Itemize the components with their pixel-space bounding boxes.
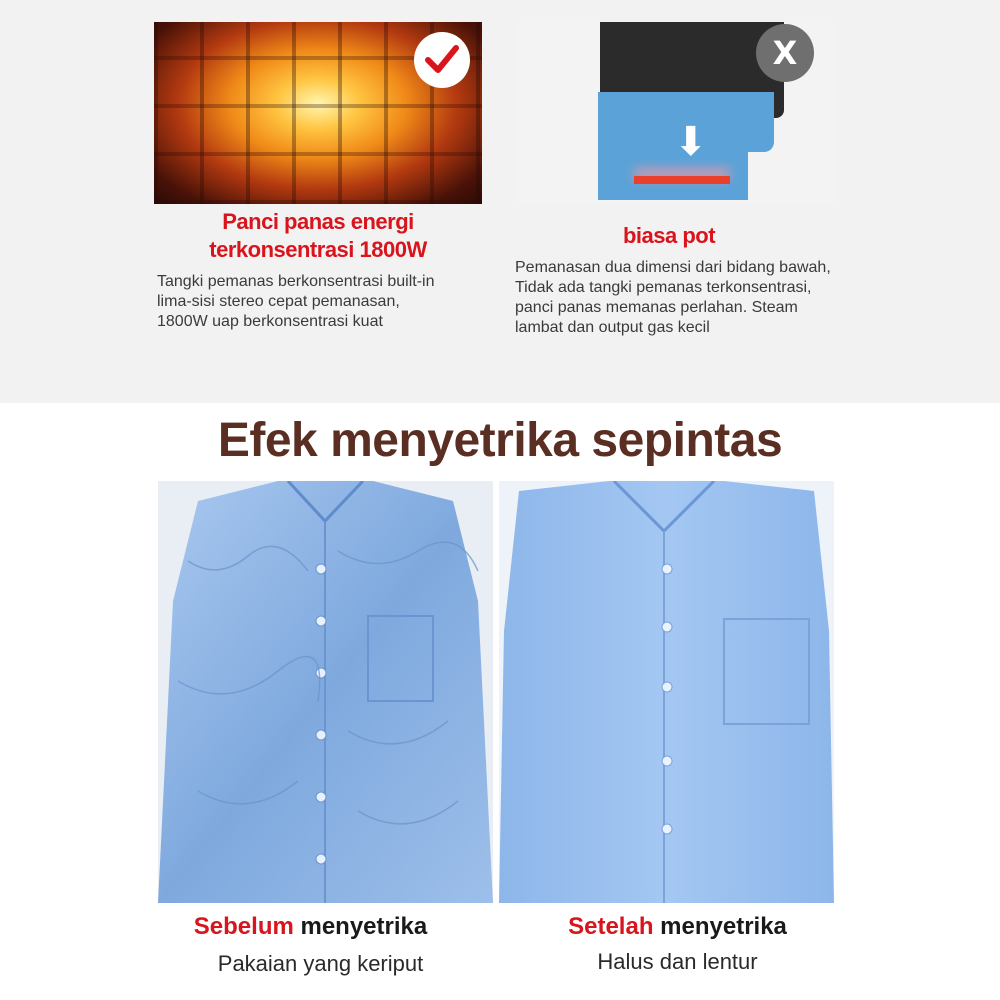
after-ironing-label: [520, 912, 835, 942]
checkmark-icon: [414, 32, 470, 88]
after-highlight: Setelah: [568, 913, 654, 940]
right-desc-line: Tidak ada tangki pemanas terkonsentrasi,: [515, 279, 812, 296]
after-caption: Halus dan lentur: [597, 949, 758, 974]
left-title-line2: terkonsentrasi 1800W: [209, 237, 427, 262]
right-desc-line: panci panas memanas perlahan. Steam: [515, 299, 798, 316]
right-panel-description: [515, 258, 885, 338]
before-highlight: Sebelum: [193, 913, 294, 940]
wrinkled-shirt-image: [158, 481, 493, 903]
before-ironing-label: [158, 912, 463, 942]
ordinary-pot-image: [514, 22, 838, 204]
after-rest: menyetrika: [653, 913, 787, 940]
concentrated-heat-image: [154, 22, 482, 204]
pot-heater: [634, 176, 730, 184]
left-desc-line: 1800W uap berkonsentrasi kuat: [157, 313, 383, 330]
cross-icon: X: [756, 24, 814, 82]
left-desc-line: lima-sisi stereo cepat pemanasan,: [157, 293, 400, 310]
down-arrow-icon: ⬇: [674, 120, 708, 164]
right-desc-line: Pemanasan dua dimensi dari bidang bawah,: [515, 259, 831, 276]
pot-pipe: [598, 142, 748, 200]
right-desc-line: lambat dan output gas kecil: [515, 319, 710, 336]
left-panel-description: [157, 272, 487, 332]
before-caption: Pakaian yang keriput: [217, 951, 424, 976]
left-title-line1: Panci panas energi: [222, 209, 414, 234]
comparison-panel: [0, 0, 1000, 403]
before-rest: menyetrika: [293, 913, 428, 940]
right-panel-title: biasa pot: [622, 223, 716, 248]
section-title: Efek menyetrika sepintas: [217, 414, 783, 467]
left-desc-line: Tangki pemanas berkonsentrasi built-in: [157, 273, 435, 290]
smooth-shirt-image: [499, 481, 834, 903]
left-panel-title: [154, 208, 482, 264]
